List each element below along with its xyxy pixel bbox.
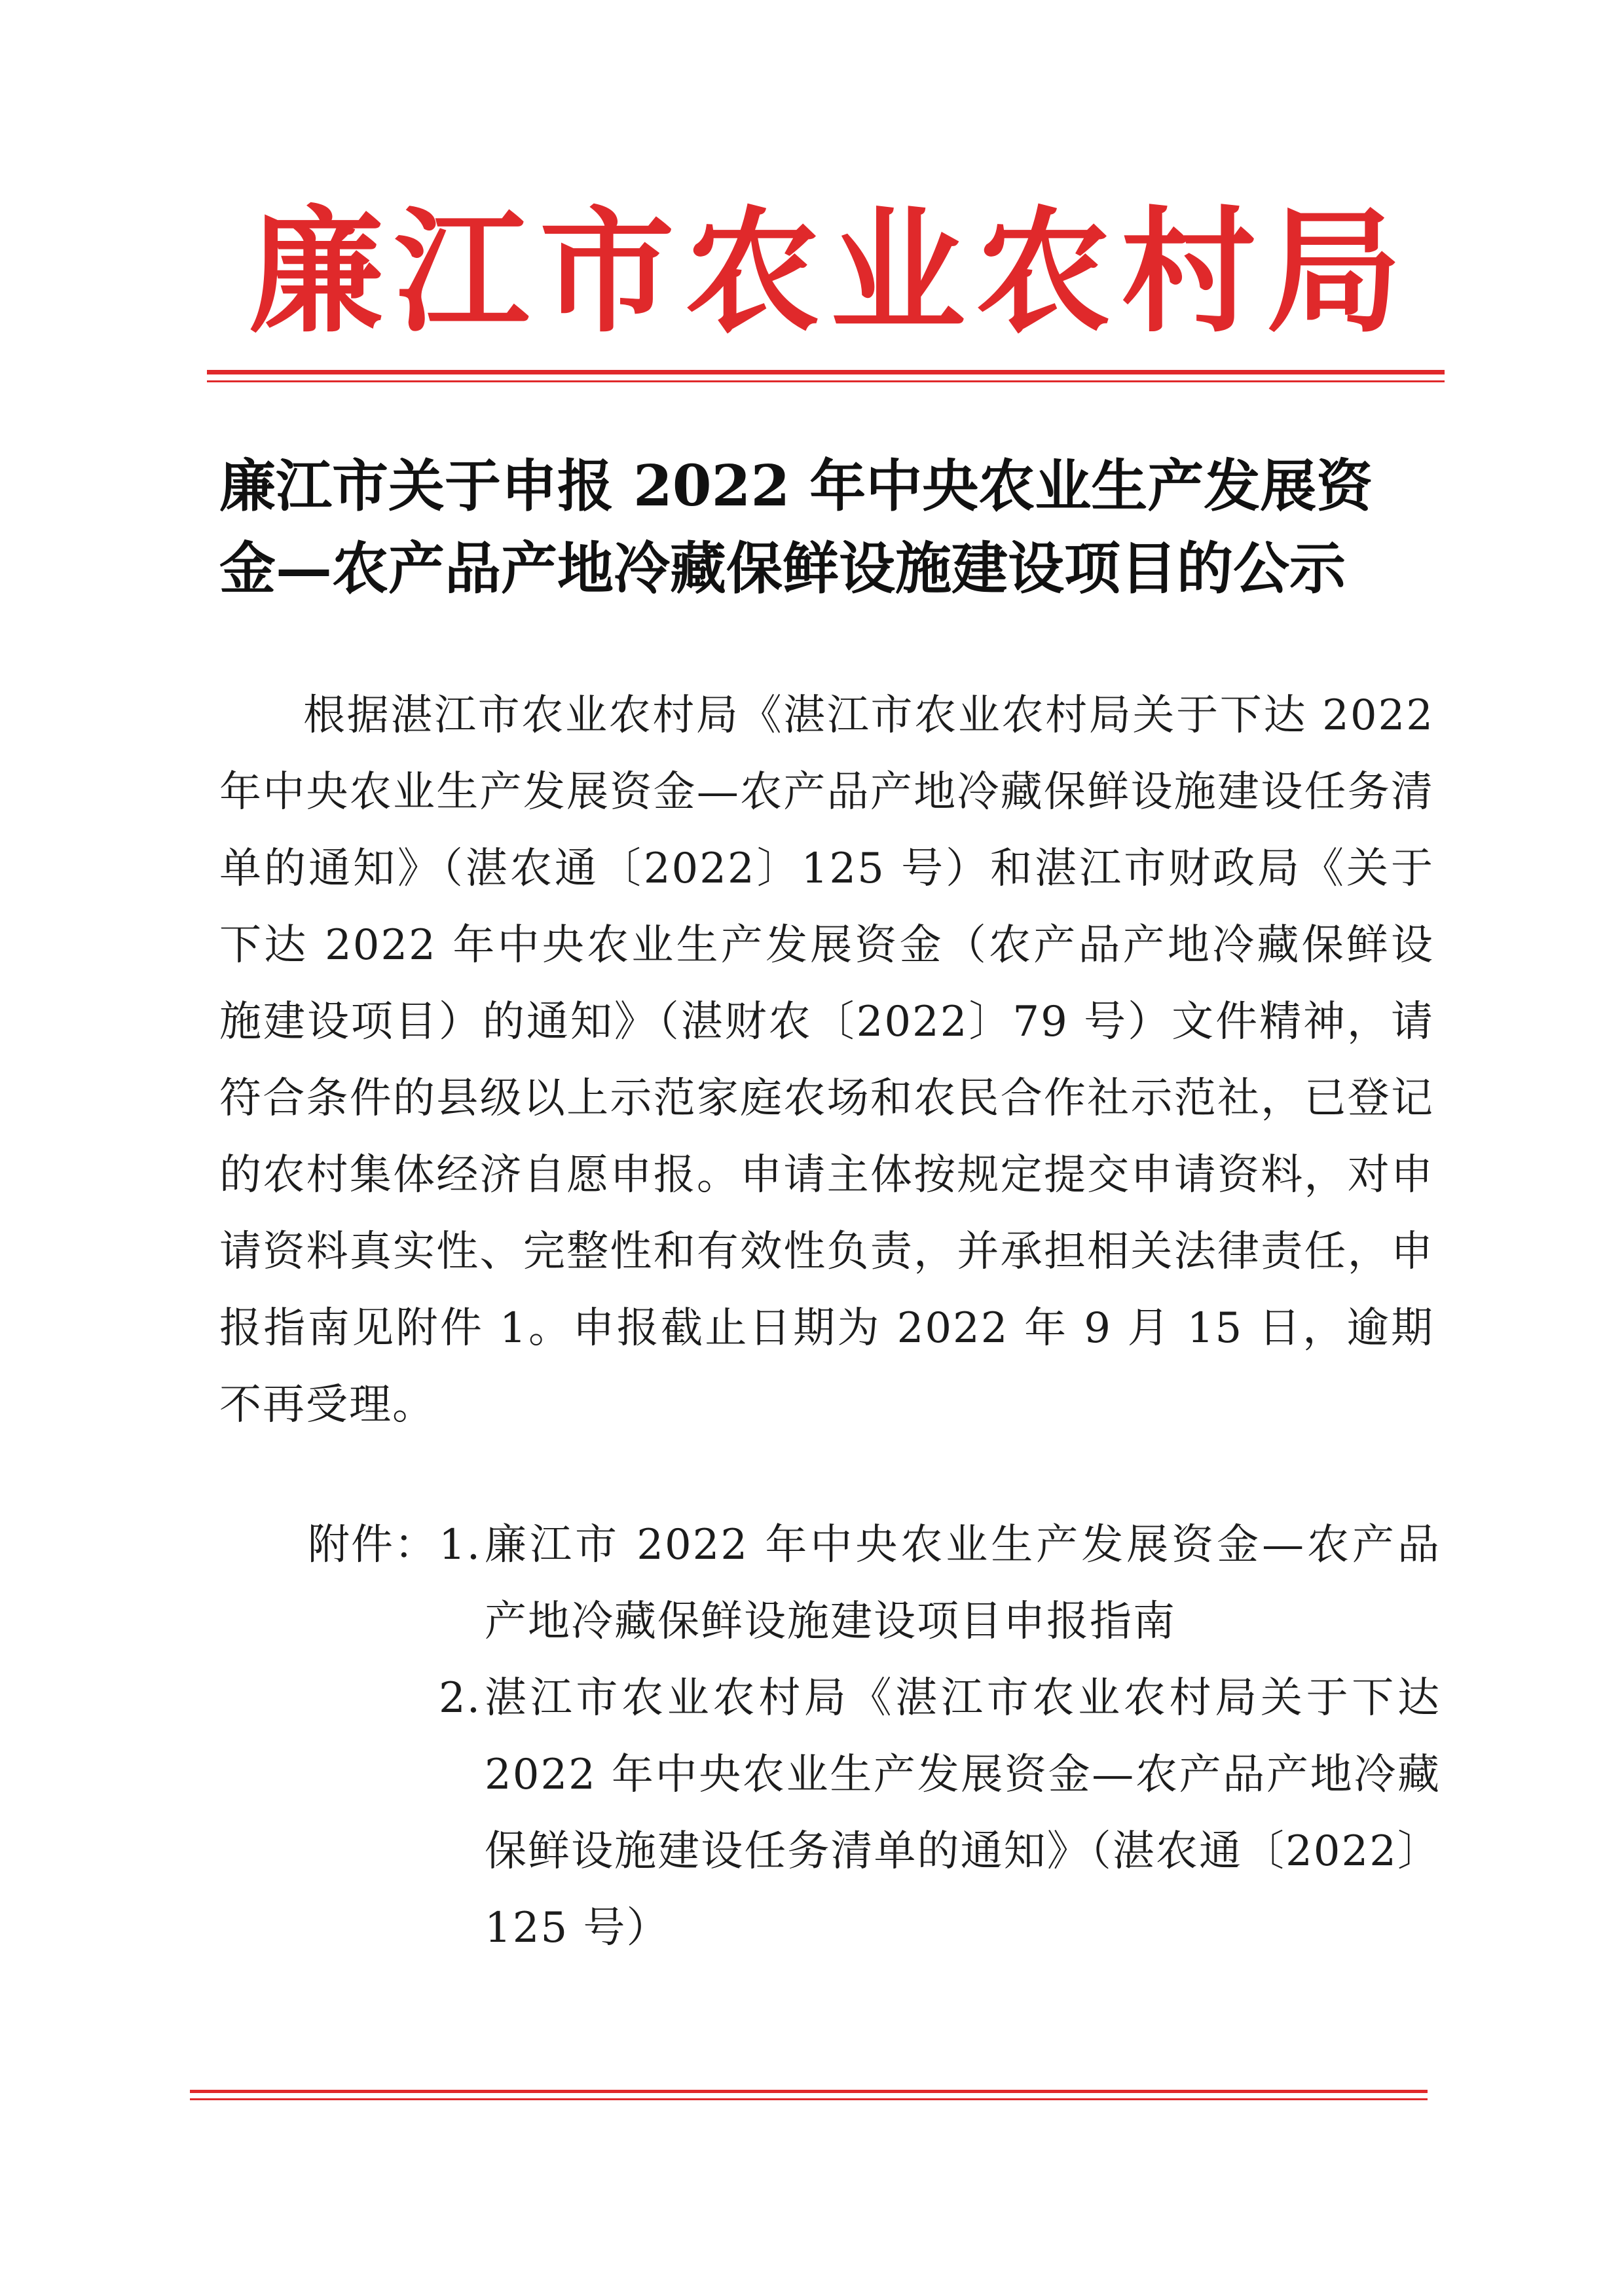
agency-header	[249, 192, 1401, 351]
document-title-line-1: 廉江市关于申报 2022 年中央农业生产发展资	[219, 453, 1373, 519]
attachments-label: 附件：	[308, 1521, 437, 1569]
attachments-list	[308, 1507, 1441, 1967]
attachment-text: 廉江市 2022 年中央农业生产发展资金—农产品产地冷藏保鲜设施建设项目申报指南	[485, 1521, 1441, 1646]
attachment-number: 2.	[439, 1674, 482, 1722]
agency-char: 村	[1120, 192, 1256, 351]
document-title	[219, 445, 1437, 610]
agency-char: 业	[830, 192, 965, 351]
agency-char: 局	[1266, 192, 1401, 351]
agency-char: 廉	[249, 192, 384, 351]
agency-char: 农	[684, 192, 820, 351]
attachment-number: 1.	[439, 1521, 482, 1569]
attachment-item	[308, 1507, 1441, 1660]
attachment-text: 湛江市农业农村局《湛江市农业农村局关于下达 2022 年中央农业生产发展资金—农产品产地冷藏保鲜设施建设任务清单的通知》（湛农通〔2022〕125 号）	[485, 1674, 1441, 1952]
attachment-item	[308, 1660, 1441, 1967]
agency-char: 农	[975, 192, 1111, 351]
agency-char: 江	[394, 192, 529, 351]
agency-char: 市	[539, 192, 674, 351]
document-title-line-2: 金—农产品产地冷藏保鲜设施建设项目的公示	[219, 536, 1346, 602]
body-paragraph: 根据湛江市农业农村局《湛江市农业农村局关于下达 2022 年中央农业生产发展资金—农产品产地冷藏保鲜设施建设任务清单的通知》（湛农通〔2022〕125 号）和湛江市财政局《关于下达 2022 年中央农业生产发展资金（农产品产地冷藏保鲜设施建设项目）的通知》（湛财农〔2022〕79 号）文件精神，请符合条件的县级以上示范家庭农场和农民合作社示范社，已登记的农村集体经济自愿申报。申请主体按规定提交申请资料，对申请资料真实性、完整性和有效性负责，并承担相关法律责任，申报指南见附件 1。申报截止日期为 2022 年 9 月 15 日，逾期不再受理。	[219, 691, 1434, 1429]
